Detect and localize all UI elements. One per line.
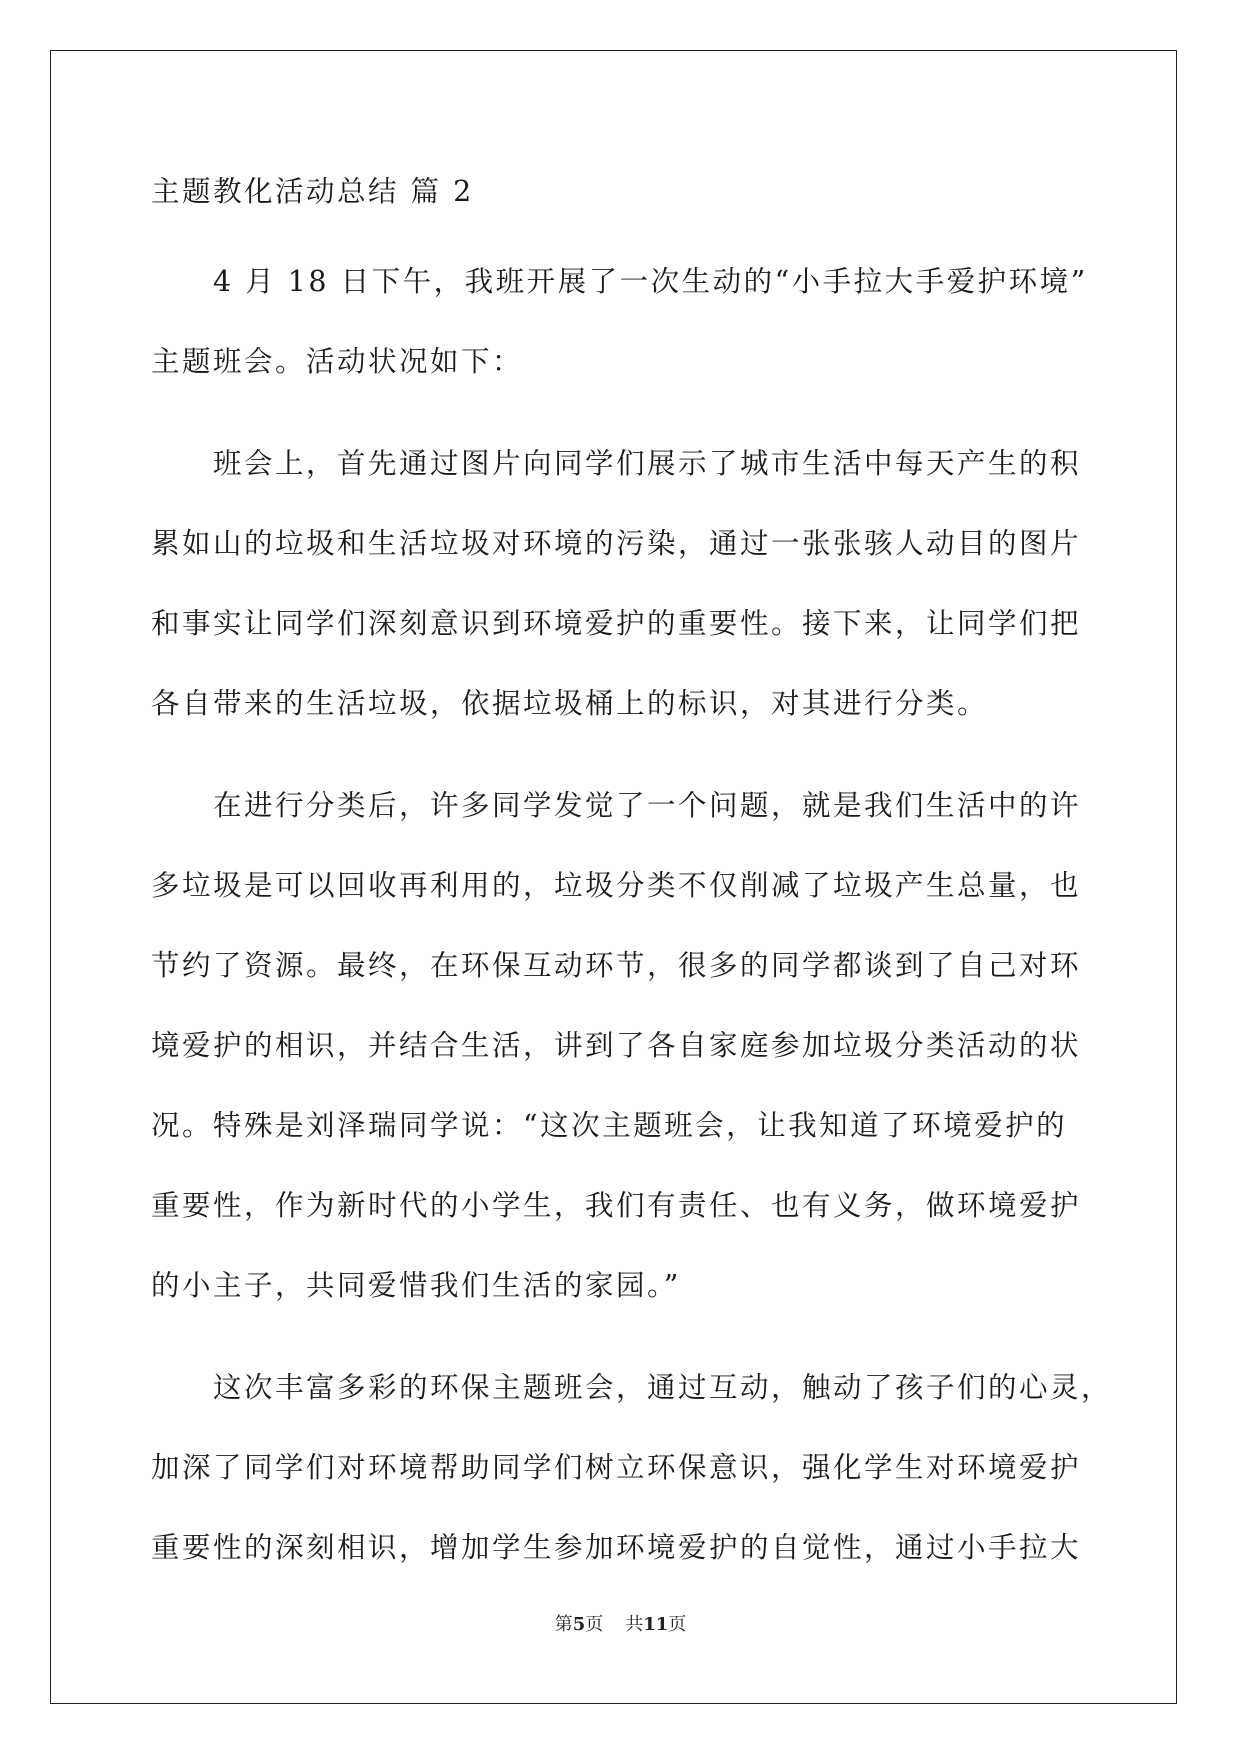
text-line: 重要性，作为新时代的小学生，我们有责任、也有义务，做环境爱护	[151, 1189, 1082, 1222]
total-suffix: 页	[668, 1614, 687, 1635]
text-line: 累如山的垃圾和生活垃圾对环境的污染，通过一张张骇人动目的图片	[151, 527, 1082, 560]
text-line: 主题班会。活动状况如下：	[151, 345, 524, 378]
text-line: 这次丰富多彩的环保主题班会，通过互动，触动了孩子们的心灵，	[213, 1371, 1113, 1404]
page-total: 11	[643, 1614, 669, 1635]
paragraph-2	[151, 424, 1093, 744]
paragraph-1	[151, 242, 1093, 402]
paragraph-3	[151, 766, 1093, 1326]
page-footer	[0, 1610, 1241, 1636]
text-line: 和事实让同学们深刻意识到环境爱护的重要性。接下来，让同学们把	[151, 607, 1082, 640]
text-line: 的小主子，共同爱惜我们生活的家园。”	[151, 1269, 681, 1302]
paragraph-4	[151, 1348, 1113, 1588]
text-line: 各自带来的生活垃圾，依据垃圾桶上的标识，对其进行分类。	[151, 687, 989, 720]
page-prefix: 第	[554, 1614, 573, 1635]
text-line: 重要性的深刻相识，增加学生参加环境爱护的自觉性，通过小手拉大	[151, 1531, 1082, 1564]
text-line: 境爱护的相识，并结合生活，讲到了各自家庭参加垃圾分类活动的状	[151, 1029, 1082, 1062]
text-line: 节约了资源。最终，在环保互动环节，很多的同学都谈到了自己对环	[151, 949, 1082, 982]
page-number: 5	[572, 1614, 586, 1635]
text-line: 况。特殊是刘泽瑞同学说：“这次主题班会，让我知道了环境爱护的	[151, 1109, 1068, 1142]
document-body	[151, 162, 1113, 1588]
text-line: 加深了同学们对环境帮助同学们树立环保意识，强化学生对环境爱护	[151, 1451, 1082, 1484]
section-heading: 主题教化活动总结 篇 2	[151, 175, 474, 208]
text-line: 班会上，首先通过图片向同学们展示了城市生活中每天产生的积	[213, 447, 1082, 480]
text-line: 在进行分类后，许多同学发觉了一个问题，就是我们生活中的许	[213, 789, 1082, 822]
page-suffix: 页	[585, 1614, 604, 1635]
total-prefix: 共	[625, 1614, 644, 1635]
text-line: 多垃圾是可以回收再利用的，垃圾分类不仅削减了垃圾产生总量，也	[151, 869, 1082, 902]
text-line: 4 月 18 日下午，我班开展了一次生动的“小手拉大手爱护环境”	[213, 265, 1088, 298]
